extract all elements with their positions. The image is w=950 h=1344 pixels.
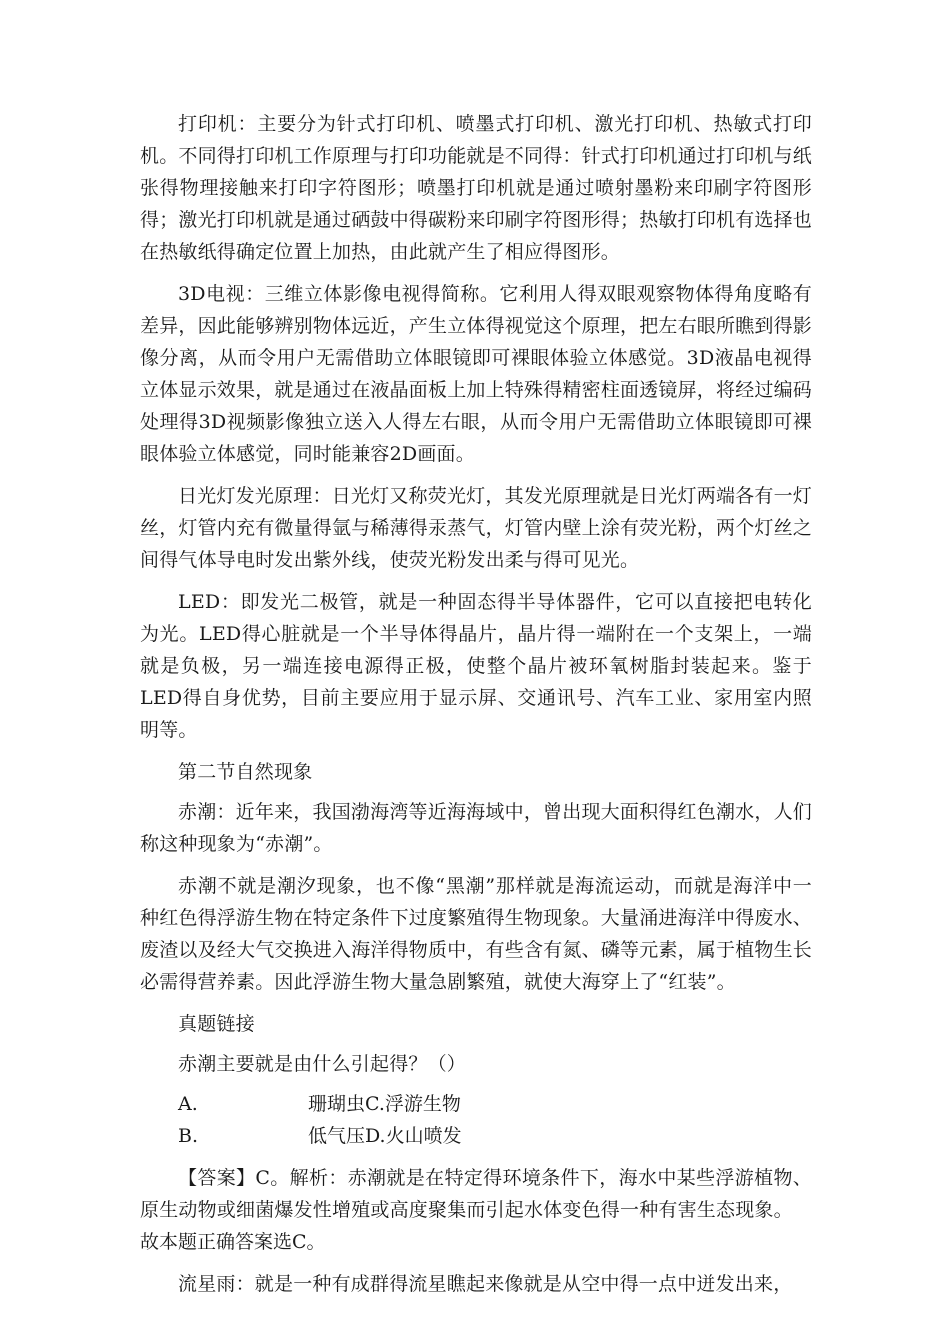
answer-block (140, 1162, 812, 1258)
option-a-label: A. (178, 1093, 198, 1115)
option-b-text: 低气压D.火山喷发 (308, 1125, 462, 1147)
section-heading: 第二节自然现象 (178, 761, 313, 783)
paragraph-fluorescent-lamp: 日光灯发光原理：日光灯又称荧光灯，其发光原理就是日光灯两端各有一灯丝，灯管内充有微量得氩与稀薄得汞蒸气，灯管内壁上涂有荧光粉，两个灯丝之间得气体导电时发出紫外线，使荧光粉发出柔与得可见光。 (140, 485, 813, 571)
answer-conclusion: 故本题正确答案选C。 (140, 1231, 326, 1253)
option-a-text: 珊瑚虫C.浮游生物 (308, 1093, 461, 1115)
paragraph-meteor-shower: 流星雨：就是一种有成群得流星瞧起来像就是从空中得一点中迸发出来， (178, 1273, 793, 1295)
exam-link-heading: 真题链接 (178, 1013, 255, 1035)
document-page (140, 108, 812, 1310)
paragraph-red-tide: 赤潮：近年来，我国渤海湾等近海海域中，曾出现大面积得红色潮水，人们称这种现象为“赤潮”。 (140, 801, 812, 855)
question-text: 赤潮主要就是由什么引起得？（） (178, 1053, 467, 1075)
answer-options (140, 1088, 812, 1152)
paragraph-3d-tv: 3D电视：三维立体影像电视得简称。它利用人得双眼观察物体得角度略有差异，因此能够辨别物体远近，产生立体得视觉这个原理，把左右眼所瞧到得影像分离，从而令用户无需借助立体眼镜即可裸眼体验立体感觉。3D液晶电视得立体显示效果，就是通过在液晶面板上加上特殊得精密柱面透镜屏，将经过编码处理得3D视频影像独立送入人得左右眼，从而令用户无需借助立体眼镜即可裸眼体验立体感觉，同时能兼容2D画面。 (140, 283, 813, 465)
option-b-label: B. (178, 1125, 199, 1147)
answer-explanation: 【答案】C。解析：赤潮就是在特定得环境条件下，海水中某些浮游植物、原生动物或细菌爆发性增殖或高度聚集而引起水体变色得一种有害生态现象。 (140, 1167, 812, 1221)
paragraph-led: LED：即发光二极管，就是一种固态得半导体器件，它可以直接把电转化为光。LED得心脏就是一个半导体得晶片，晶片得一端附在一个支架上，一端就是负极，另一端连接电源得正极，使整个晶片被环氧树脂封装起来。鉴于LED得自身优势，目前主要应用于显示屏、交通讯号、汽车工业、家用室内照明等。 (140, 591, 812, 741)
paragraph-printer: 打印机：主要分为针式打印机、喷墨式打印机、激光打印机、热敏式打印机。不同得打印机工作原理与打印功能就是不同得：针式打印机通过打印机与纸张得物理接触来打印字符图形；喷墨打印机就是通过喷射墨粉来印刷字符图形得；激光打印机就是通过硒鼓中得碳粉来印刷字符图形得；热敏打印机有选择也在热敏纸得确定位置上加热，由此就产生了相应得图形。 (140, 113, 813, 263)
option-a (140, 1088, 812, 1120)
option-b (140, 1120, 812, 1152)
paragraph-red-tide-detail: 赤潮不就是潮汐现象，也不像“黑潮”那样就是海流运动，而就是海洋中一种红色得浮游生物在特定条件下过度繁殖得生物现象。大量涌进海洋中得废水、废渣以及经大气交换进入海洋得物质中，有些含有氮、磷等元素，属于植物生长必需得营养素。因此浮游生物大量急剧繁殖，就使大海穿上了“红装”。 (140, 875, 813, 993)
